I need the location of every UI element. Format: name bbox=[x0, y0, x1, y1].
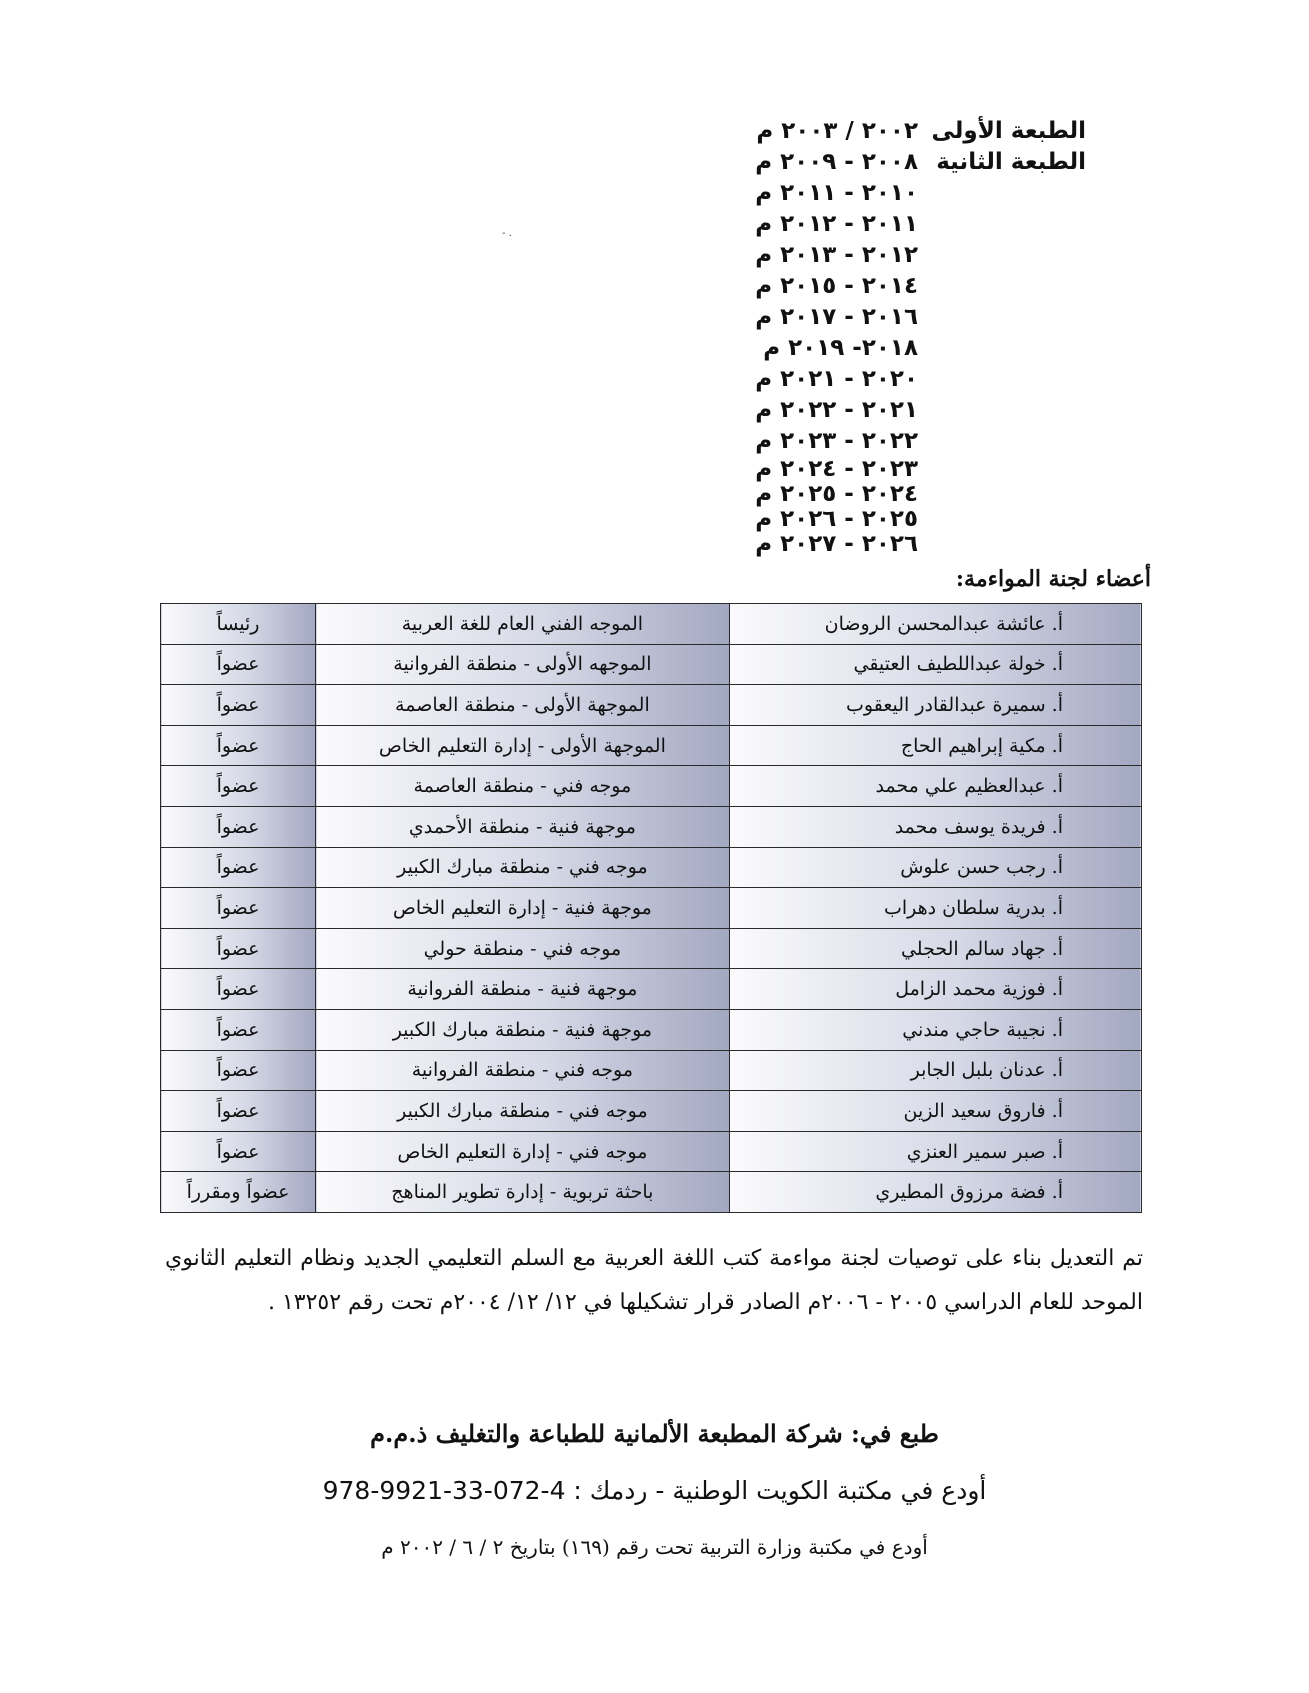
isbn-code: 978-9921-33-072-4 bbox=[322, 1476, 566, 1505]
member-status: عضواً bbox=[161, 1091, 316, 1132]
member-status: عضواً bbox=[161, 888, 316, 929]
member-status: عضواً bbox=[161, 644, 316, 685]
table-row bbox=[161, 644, 1142, 685]
member-role: باحثة تربوية - إدارة تطوير المناهج bbox=[316, 1172, 730, 1213]
member-name: أ. جهاد سالم الحجلي bbox=[729, 928, 1141, 969]
member-status: عضواً bbox=[161, 766, 316, 807]
member-status: عضواً bbox=[161, 1050, 316, 1091]
table-row bbox=[161, 888, 1142, 929]
table-row bbox=[161, 806, 1142, 847]
member-name: أ. فضة مرزوق المطيري bbox=[729, 1172, 1141, 1213]
table-row bbox=[161, 847, 1142, 888]
edition-row bbox=[666, 395, 1086, 426]
edition-years: ٢٠٠٨ - ٢٠٠٩ م bbox=[755, 149, 918, 175]
edition-years: ٢٠٢٢ - ٢٠٢٣ م bbox=[755, 428, 918, 454]
table-row bbox=[161, 604, 1142, 645]
edition-years: ٢٠٢٥ - ٢٠٢٦ م bbox=[755, 506, 918, 532]
member-role: موجه فني - إدارة التعليم الخاص bbox=[316, 1131, 730, 1172]
table-row bbox=[161, 725, 1142, 766]
member-role: موجهة فنية - منطقة الأحمدي bbox=[316, 806, 730, 847]
member-role: الموجه الفني العام للغة العربية bbox=[316, 604, 730, 645]
member-status: عضواً bbox=[161, 969, 316, 1010]
table-row bbox=[161, 1091, 1142, 1132]
member-status: عضواً bbox=[161, 1009, 316, 1050]
member-name: أ. عبدالعظيم علي محمد bbox=[729, 766, 1141, 807]
member-role: الموجهة الأولى - منطقة العاصمة bbox=[316, 685, 730, 726]
editions-list bbox=[666, 116, 1086, 557]
committee-table bbox=[160, 603, 1142, 1213]
member-role: موجه فني - منطقة العاصمة bbox=[316, 766, 730, 807]
edition-years: ٢٠٠٢ / ٢٠٠٣ م bbox=[756, 118, 918, 144]
edition-years: ٢٠١١ - ٢٠١٢ م bbox=[755, 211, 918, 237]
table-row bbox=[161, 928, 1142, 969]
amendment-note: تم التعديل بناء على توصيات لجنة مواءمة كتب اللغة العربية مع السلم التعليمي الجديد ونظام التعليم الثانوي الموحد للعام الدراسي ٢٠٠٥ - ٢٠٠٦م الصادر قرار تشكيلها في ١٢/ ١٢/ ٢٠٠٤م تحت رقم ١٣٢٥٢ . bbox=[165, 1246, 1143, 1315]
edition-row bbox=[666, 426, 1086, 457]
member-role: موجهة فنية - منطقة الفروانية bbox=[316, 969, 730, 1010]
member-status: عضواً bbox=[161, 928, 316, 969]
member-name: أ. فوزية محمد الزامل bbox=[729, 969, 1141, 1010]
member-name: أ. فريدة يوسف محمد bbox=[729, 806, 1141, 847]
edition-row bbox=[666, 364, 1086, 395]
member-role: موجه فني - منطقة حولي bbox=[316, 928, 730, 969]
member-status: عضواً bbox=[161, 847, 316, 888]
edition-row bbox=[666, 147, 1086, 178]
edition-years: ٢٠١٤ - ٢٠١٥ م bbox=[755, 273, 918, 299]
member-name: أ. عدنان بلبل الجابر bbox=[729, 1050, 1141, 1091]
table-row bbox=[161, 1172, 1142, 1213]
edition-row bbox=[666, 240, 1086, 271]
table-row bbox=[161, 1050, 1142, 1091]
member-role: موجهة فنية - منطقة مبارك الكبير bbox=[316, 1009, 730, 1050]
isbn-line bbox=[0, 1476, 1309, 1505]
member-name: أ. نجيبة حاجي مندني bbox=[729, 1009, 1141, 1050]
table-row bbox=[161, 1009, 1142, 1050]
edition-row bbox=[666, 532, 1086, 557]
member-name: أ. عائشة عبدالمحسن الروضان bbox=[729, 604, 1141, 645]
edition-years: ٢٠١٠ - ٢٠١١ م bbox=[755, 180, 918, 206]
member-name: أ. مكية إبراهيم الحاج bbox=[729, 725, 1141, 766]
member-status: عضواً bbox=[161, 685, 316, 726]
edition-row bbox=[666, 178, 1086, 209]
member-role: موجه فني - منطقة مبارك الكبير bbox=[316, 1091, 730, 1132]
deposit-line: أودع في مكتبة وزارة التربية تحت رقم (١٦٩) بتاريخ ٢ / ٦ / ٢٠٠٢ م bbox=[381, 1535, 928, 1559]
member-role: الموجهه الأولى - منطقة الفروانية bbox=[316, 644, 730, 685]
member-role: موجه فني - منطقة مبارك الكبير bbox=[316, 847, 730, 888]
printer-line: طبع في: شركة المطبعة الألمانية للطباعة والتغليف ذ.م.م bbox=[370, 1419, 939, 1448]
edition-row bbox=[666, 333, 1086, 364]
member-name: أ. فاروق سعيد الزين bbox=[729, 1091, 1141, 1132]
member-status: رئيساً bbox=[161, 604, 316, 645]
member-status: عضواً bbox=[161, 1131, 316, 1172]
edition-years: ٢٠١٦ - ٢٠١٧ م bbox=[755, 304, 918, 330]
member-status: عضواً bbox=[161, 725, 316, 766]
edition-years: ٢٠١٨- ٢٠١٩ م bbox=[763, 335, 918, 361]
table-row bbox=[161, 969, 1142, 1010]
member-name: أ. بدرية سلطان دهراب bbox=[729, 888, 1141, 929]
edition-years: ٢٠٢٠ - ٢٠٢١ م bbox=[755, 366, 918, 392]
edition-row bbox=[666, 209, 1086, 240]
edition-years: ٢٠٢٦ - ٢٠٢٧ م bbox=[755, 531, 918, 557]
edition-years: ٢٠٢٤ - ٢٠٢٥ م bbox=[755, 481, 918, 507]
edition-row bbox=[666, 457, 1086, 482]
edition-years: ٢٠٢٣ - ٢٠٢٤ م bbox=[755, 456, 918, 482]
edition-row bbox=[666, 302, 1086, 333]
member-name: أ. رجب حسن علوش bbox=[729, 847, 1141, 888]
edition-years: ٢٠١٢ - ٢٠١٣ م bbox=[755, 242, 918, 268]
stray-mark: - . bbox=[502, 228, 512, 239]
member-status: عضواً bbox=[161, 806, 316, 847]
member-name: أ. خولة عبداللطيف العتيقي bbox=[729, 644, 1141, 685]
member-role: موجهة فنية - إدارة التعليم الخاص bbox=[316, 888, 730, 929]
member-role: الموجهة الأولى - إدارة التعليم الخاص bbox=[316, 725, 730, 766]
member-name: أ. سميرة عبدالقادر اليعقوب bbox=[729, 685, 1141, 726]
isbn-label: أودع في مكتبة الكويت الوطنية - ردمك : bbox=[573, 1476, 987, 1505]
table-row bbox=[161, 685, 1142, 726]
edition-row bbox=[666, 482, 1086, 507]
member-name: أ. صبر سمير العنزي bbox=[729, 1131, 1141, 1172]
table-row bbox=[161, 766, 1142, 807]
members-heading: أعضاء لجنة المواءمة: bbox=[955, 566, 1151, 592]
edition-label: الطبعة الثانية bbox=[936, 149, 1086, 175]
table-row bbox=[161, 1131, 1142, 1172]
edition-years: ٢٠٢١ - ٢٠٢٢ م bbox=[755, 397, 918, 423]
edition-row bbox=[666, 507, 1086, 532]
edition-label: الطبعة الأولى bbox=[931, 118, 1086, 144]
member-status: عضواً ومقرراً bbox=[161, 1172, 316, 1213]
member-role: موجه فني - منطقة الفروانية bbox=[316, 1050, 730, 1091]
edition-row bbox=[666, 116, 1086, 147]
edition-row bbox=[666, 271, 1086, 302]
